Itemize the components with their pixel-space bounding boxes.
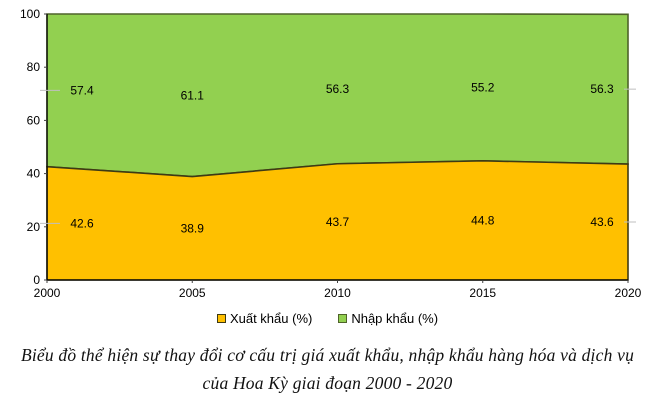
legend-swatch-xuat-khau-icon xyxy=(217,314,226,323)
figure-caption xyxy=(0,341,655,397)
x-tick-label: 2015 xyxy=(469,286,497,300)
data-label-nhap-khau: 55.2 xyxy=(471,80,495,95)
caption-line-2: của Hoa Kỳ giai đoạn 2000 - 2020 xyxy=(202,373,453,393)
data-label-xuat-khau: 38.9 xyxy=(180,221,204,236)
y-tick-label: 60 xyxy=(26,113,40,128)
legend-label-xuat-khau: Xuất khẩu (%) xyxy=(229,311,313,326)
data-label-xuat-khau: 42.6 xyxy=(70,216,94,231)
x-tick-label: 2010 xyxy=(324,286,351,300)
legend-item-nhap-khau xyxy=(338,311,438,326)
data-label-nhap-khau: 61.1 xyxy=(180,88,204,103)
x-tick-label: 2020 xyxy=(614,286,642,300)
legend-item-xuat-khau xyxy=(217,311,312,326)
legend xyxy=(0,311,655,326)
x-tick-label: 2000 xyxy=(33,286,61,300)
data-label-nhap-khau: 56.3 xyxy=(590,82,614,97)
y-tick-label: 40 xyxy=(26,166,40,181)
y-tick-label: 80 xyxy=(26,60,40,75)
x-tick-label: 2005 xyxy=(178,286,206,300)
y-tick-label: 20 xyxy=(26,219,40,234)
data-label-nhap-khau: 57.4 xyxy=(70,83,94,98)
y-tick-label: 100 xyxy=(19,7,40,21)
data-label-xuat-khau: 44.8 xyxy=(471,213,495,228)
data-label-nhap-khau: 56.3 xyxy=(325,81,350,96)
y-tick-label: 0 xyxy=(33,273,40,287)
caption-line-1: Biểu đồ thể hiện sự thay đổi cơ cấu trị giá xuất khẩu, nhập khẩu hàng hóa và dịch vụ xyxy=(20,345,635,365)
legend-swatch-nhap-khau-icon xyxy=(338,314,347,323)
legend-label-nhap-khau: Nhập khẩu (%) xyxy=(351,311,439,326)
data-label-xuat-khau: 43.7 xyxy=(325,214,350,229)
data-label-xuat-khau: 43.6 xyxy=(590,215,614,230)
